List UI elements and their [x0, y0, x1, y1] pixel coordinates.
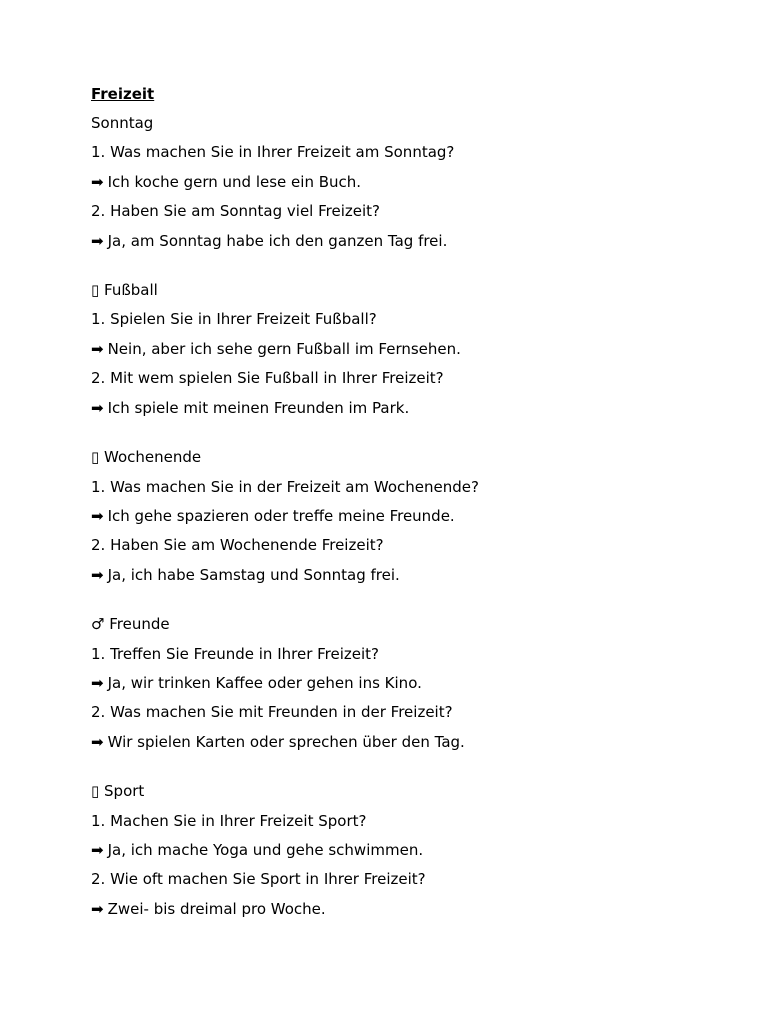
answer-text: Ja, wir trinken Kaffee oder gehen ins Kino. [107, 673, 422, 692]
arrow-right-icon: ➡ [91, 732, 104, 751]
section-freunde [91, 614, 731, 752]
answer-text: Nein, aber ich sehe gern Fußball im Fernsehen. [107, 339, 461, 358]
answer-text: Zwei- bis dreimal pro Woche. [107, 899, 326, 918]
answer [91, 231, 731, 251]
section-heading: ♂ Freunde [91, 615, 170, 634]
answer-text: Ja, ich mache Yoga und gehe schwimmen. [107, 841, 424, 860]
arrow-right-icon: ➡ [91, 172, 104, 191]
question: 2. Haben Sie am Wochenende Freizeit? [91, 536, 384, 555]
question: 1. Treffen Sie Freunde in Ihrer Freizeit? [91, 644, 380, 663]
answer-text: Ich spiele mit meinen Freunden im Park. [107, 398, 410, 417]
section-heading: ▯ Wochenende [91, 448, 202, 467]
arrow-right-icon: ➡ [91, 841, 104, 860]
section-sport [91, 781, 731, 919]
question: 2. Mit wem spielen Sie Fußball in Ihrer Freizeit? [91, 369, 444, 388]
question: 2. Was machen Sie mit Freunden in der Freizeit? [91, 703, 453, 722]
arrow-right-icon: ➡ [91, 673, 104, 692]
arrow-right-icon: ➡ [91, 506, 104, 525]
section-fussball [91, 280, 731, 418]
answer-text: Ja, am Sonntag habe ich den ganzen Tag frei. [107, 231, 448, 250]
arrow-right-icon: ➡ [91, 899, 104, 918]
question: 1. Was machen Sie in Ihrer Freizeit am Sonntag? [91, 143, 455, 162]
arrow-right-icon: ➡ [91, 565, 104, 584]
question: 1. Spielen Sie in Ihrer Freizeit Fußball? [91, 310, 377, 329]
answer [91, 899, 731, 919]
question: 2. Wie oft machen Sie Sport in Ihrer Freizeit? [91, 870, 426, 889]
section-heading: ▯ Fußball [91, 281, 158, 300]
answer-text: Ich koche gern und lese ein Buch. [107, 172, 362, 191]
answer [91, 732, 731, 752]
answer [91, 172, 731, 192]
answer-text: Ja, ich habe Samstag und Sonntag frei. [107, 565, 400, 584]
answer [91, 565, 731, 585]
question: 1. Was machen Sie in der Freizeit am Wochenende? [91, 477, 479, 496]
arrow-right-icon: ➡ [91, 339, 104, 358]
section-wochenende [91, 447, 731, 585]
answer [91, 339, 731, 359]
document-page [91, 84, 731, 948]
answer [91, 673, 731, 693]
arrow-right-icon: ➡ [91, 398, 104, 417]
arrow-right-icon: ➡ [91, 231, 104, 250]
document-title: Freizeit [91, 85, 155, 103]
answer-text: Wir spielen Karten oder sprechen über den Tag. [107, 732, 465, 751]
section-heading: ▯ Sport [91, 782, 145, 801]
answer [91, 398, 731, 418]
answer [91, 506, 731, 526]
answer-text: Ich gehe spazieren oder treffe meine Freunde. [107, 506, 455, 525]
question: 1. Machen Sie in Ihrer Freizeit Sport? [91, 811, 367, 830]
section-heading: Sonntag [91, 114, 154, 132]
question: 2. Haben Sie am Sonntag viel Freizeit? [91, 202, 380, 221]
section-sonntag [91, 113, 731, 251]
answer [91, 840, 731, 860]
